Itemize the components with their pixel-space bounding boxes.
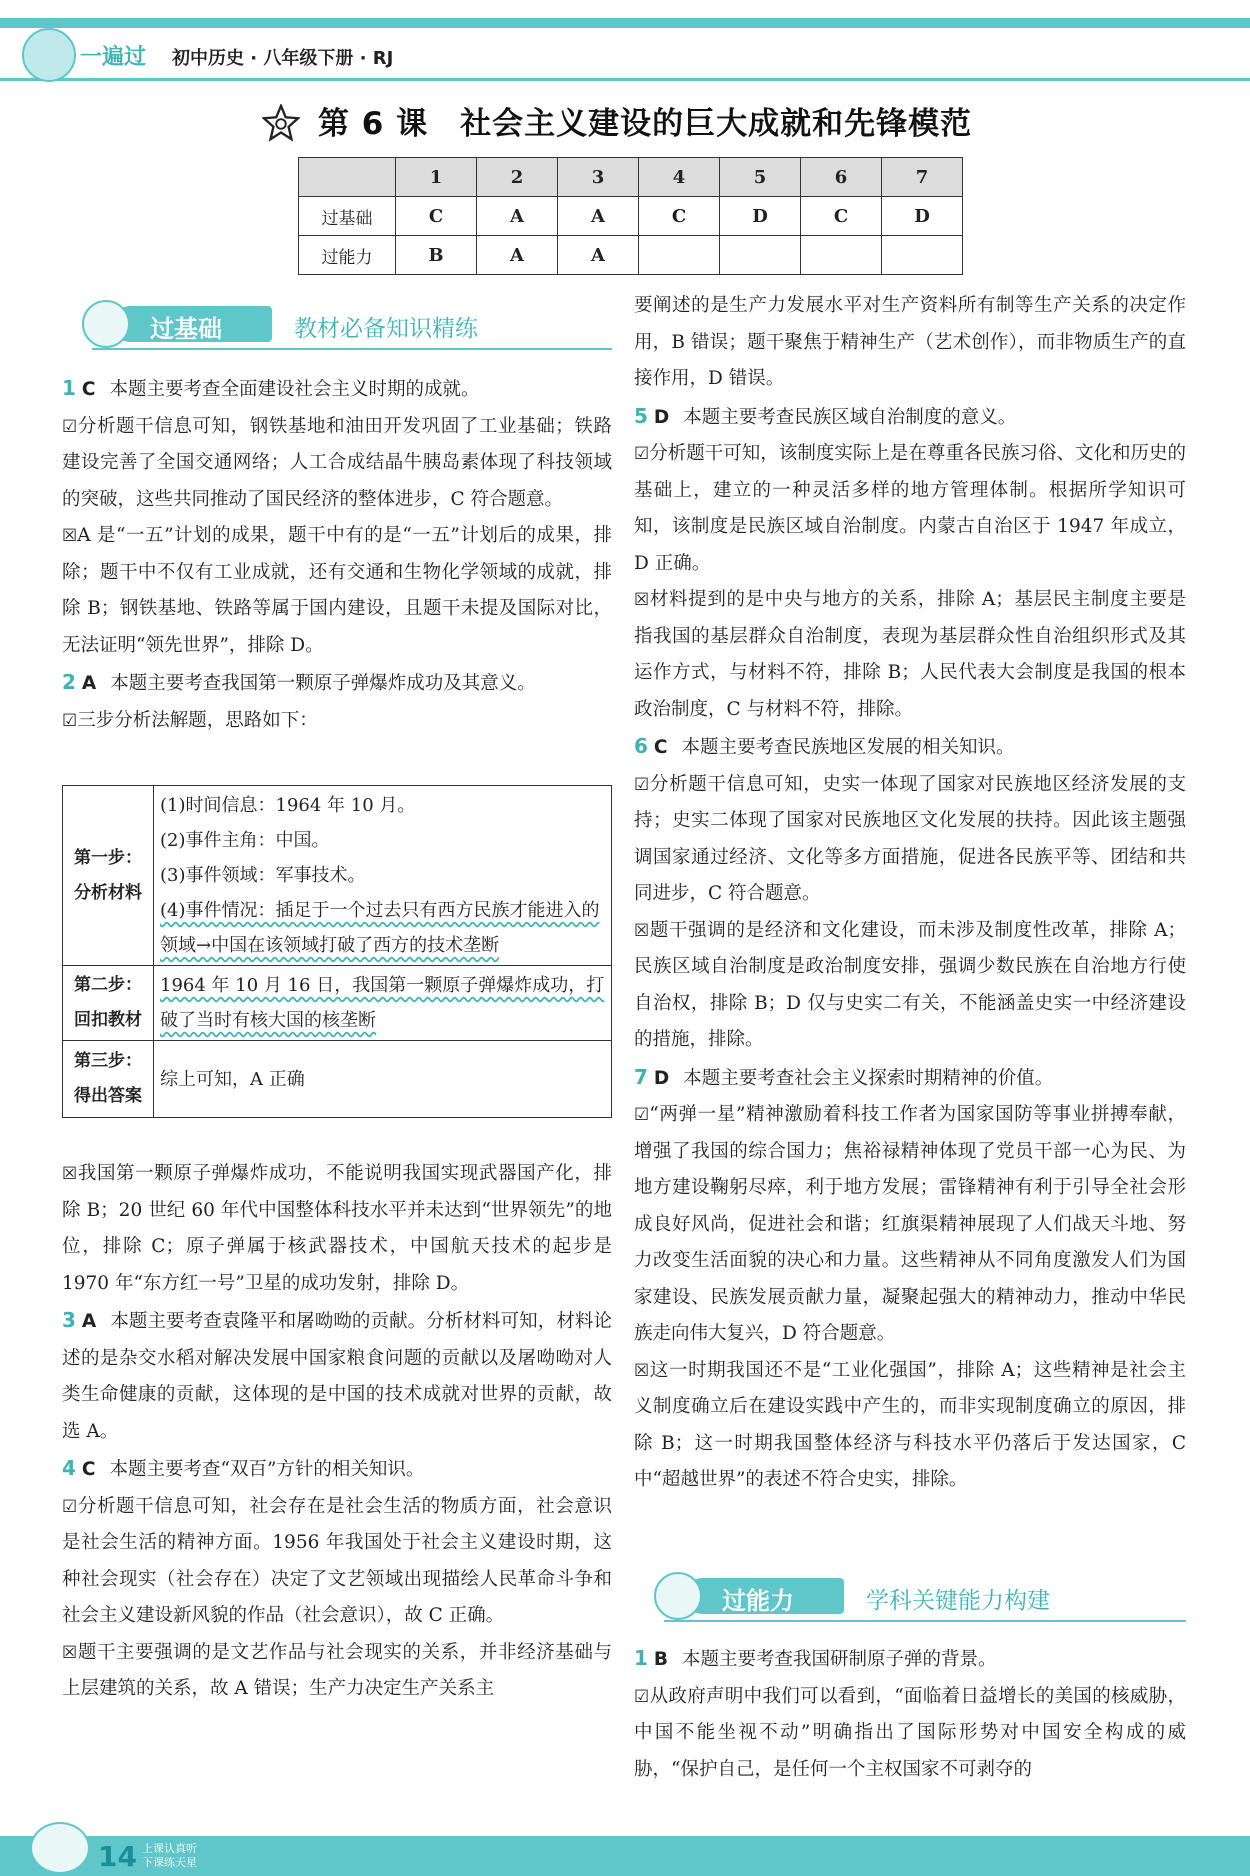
question-2: [62, 664, 612, 703]
right-column-top: [634, 288, 1186, 1499]
cross-box-icon: ☒: [62, 1164, 78, 1184]
header-stripe: [0, 18, 1250, 28]
step-label-line: 回扣教材: [74, 1010, 142, 1030]
cross-box-icon: ☒: [62, 1642, 78, 1663]
checkbox-icon: ☑: [634, 1686, 650, 1707]
analysis-text: 分析题干信息可知，史实一体现了国家对民族地区经济发展的支持；史实二体现了国家对民族地区文化发展的扶持。因此该主题强调国家通过经济、文化等多方面措施，促进各民族平等、团结和共同进步，C 符合题意。: [634, 773, 1186, 904]
table-row: [299, 236, 963, 275]
analysis-text: 分析题干可知，该制度实际上是在尊重各民族习俗、文化和历史的基础上，建立的一种灵活多样的地方管理体制。根据所学知识可知，该制度是民族区域自治制度。内蒙古自治区于 1947 年成立，D 正确。: [634, 443, 1186, 574]
step-label-line: 分析材料: [74, 882, 142, 903]
method-text: 三步分析法解题，思路如下：: [77, 709, 318, 731]
answer-cell: A: [558, 197, 639, 236]
answer-cell: D: [720, 197, 801, 236]
mascot-logo-icon: [22, 28, 76, 82]
question-number: 6: [634, 734, 648, 758]
step-label-line: 第二步：: [74, 975, 142, 995]
question-stem: 本题主要考查民族区域自治制度的意义。: [683, 406, 1017, 428]
step-row: [63, 966, 612, 1041]
question-answer: A: [81, 673, 97, 694]
question-stem: 本题主要考查“双百”方针的相关知识。: [109, 1459, 425, 1480]
answer-cell: C: [396, 197, 477, 236]
answer-cell: A: [477, 197, 558, 236]
brand-name: 一遍过: [80, 45, 147, 70]
exclude-para: [634, 1353, 1186, 1499]
answer-cell: A: [558, 236, 639, 275]
question-7: [634, 1059, 1186, 1098]
analysis-para: [634, 1097, 1186, 1353]
row-label: 过能力: [299, 236, 396, 275]
step-line: (4)事件情况：插足于一个过去只有西方民族才能进入的领域→中国在该领域打破了西方的技术垄断: [160, 900, 600, 956]
answer-cell: C: [639, 197, 720, 236]
step-label-line: 第三步：: [74, 1051, 142, 1071]
question-number: 4: [62, 1456, 76, 1480]
analysis-para: [62, 1489, 612, 1635]
exclude-para: [634, 582, 1186, 728]
answer-cell: [801, 236, 882, 275]
col-header: 1: [396, 158, 477, 197]
exclude-text: 这一时期我国还不是“工业化强国”，排除 A；这些精神是社会主义制度确立后在建设实践中产生的，而非实现制度确立的原因，排除 B；这一时期我国整体经济与科技水平仍落后于发达国家，C 中“超越世界”的表述不符合史实，排除。: [634, 1359, 1186, 1490]
step-label: [63, 966, 154, 1041]
cross-box-icon: ☒: [634, 1360, 650, 1381]
question-answer: C: [81, 379, 96, 400]
col-header: 3: [558, 158, 639, 197]
header-underline: [0, 78, 1250, 81]
question-answer: D: [653, 406, 670, 428]
question-stem: 本题主要考查民族地区发展的相关知识。: [681, 737, 1015, 758]
answer-table: [298, 157, 963, 275]
question-stem: 本题主要考查社会主义探索时期精神的价值。: [683, 1067, 1054, 1089]
question-5: [634, 398, 1186, 437]
checkbox-icon: ☑: [62, 1496, 78, 1517]
exclude-para: [634, 913, 1186, 1059]
analysis-para: [634, 1679, 1186, 1789]
table-corner: [299, 158, 396, 197]
row-label: 过基础: [299, 197, 396, 236]
question-1: [62, 370, 612, 409]
section-subtitle: 学科关键能力构建: [866, 1588, 1050, 1614]
table-row: [299, 197, 963, 236]
mascot-icon: [654, 1572, 702, 1620]
section-basic-header: [62, 300, 612, 346]
answer-cell: [639, 236, 720, 275]
cross-box-icon: ☒: [62, 526, 78, 546]
analysis-para: [62, 409, 612, 519]
checkbox-icon: ☑: [62, 416, 78, 437]
exclude-text: 题干主要强调的是文艺作品与社会现实的关系，并非经济基础与上层建筑的关系，故 A 错误；生产力决定生产关系主: [62, 1641, 612, 1699]
answer-cell: C: [801, 197, 882, 236]
question-6: [634, 728, 1186, 767]
step-line: (3)事件领域：军事技术。: [160, 865, 366, 886]
three-step-table: [62, 785, 612, 1118]
exclude-text: 材料提到的是中央与地方的关系，排除 A；基层民主制度主要是指我国的基层群众自治制度，表现为基层群众性自治组织形式及其运作方式，与材料不符，排除 B；人民代表大会制度是我国的根本政治制度，C 与材料不符，排除。: [634, 589, 1186, 720]
question-number: 7: [634, 1064, 648, 1089]
mascot-icon: [30, 1822, 90, 1874]
continued-para: 要阐述的是生产力发展水平对生产资料所有制等生产关系的决定作用，B 错误；题干聚焦于精神生产（艺术创作），而非物质生产的直接作用，D 错误。: [634, 295, 1186, 389]
step-label: [63, 1041, 154, 1118]
checkbox-icon: ☑: [62, 710, 78, 731]
answer-cell: A: [477, 236, 558, 275]
question-answer: A: [81, 1311, 97, 1332]
step-row: [63, 1041, 612, 1118]
section-ability-header: [634, 1572, 1186, 1618]
left-column-top: [62, 370, 612, 739]
col-header: 7: [882, 158, 963, 197]
section-subtitle: 教材必备知识精练: [294, 316, 478, 342]
exclude-para: [62, 518, 612, 664]
question-number: 5: [634, 403, 648, 428]
question-stem: 本题主要考查全面建设社会主义时期的成就。: [109, 379, 480, 400]
cross-box-icon: ☒: [634, 920, 650, 941]
checkbox-icon: ☑: [634, 774, 650, 795]
answer-table-header: [299, 158, 963, 197]
question-answer: B: [653, 1649, 669, 1670]
answer-cell: D: [882, 197, 963, 236]
step-label: [63, 786, 154, 966]
question-number: 3: [62, 1308, 76, 1332]
question-stem: 本题主要考查袁隆平和屠呦呦的贡献。分析材料可知，材料论述的是杂交水稻对解决发展中国家粮食问题的贡献以及屠呦呦对人类生命健康的贡献，这体现的是中国的技术成就对世界的贡献，故选 A。: [62, 1311, 612, 1442]
page-number: 14: [98, 1840, 137, 1873]
step-content: 1964 年 10 月 16 日，我国第一颗原子弹爆炸成功，打破了当时有核大国的核垄断: [154, 966, 612, 1041]
answer-cell: B: [396, 236, 477, 275]
right-column-bottom: [634, 1640, 1186, 1788]
ability-question-1: [634, 1640, 1186, 1679]
section-divider: [92, 348, 612, 350]
step-content: 综上可知，A 正确: [154, 1041, 612, 1118]
question-number: 1: [62, 376, 76, 400]
step-line: (2)事件主角：中国。: [160, 830, 330, 851]
step-content: [154, 786, 612, 966]
checkbox-icon: ☑: [634, 444, 650, 464]
left-column-bottom: [62, 1156, 612, 1708]
col-header: 6: [801, 158, 882, 197]
section-label: 过能力: [722, 1587, 794, 1615]
section-label: 过基础: [150, 315, 222, 343]
question-number: 2: [62, 670, 76, 694]
analysis-text: 从政府声明中我们可以看到，“面临着日益增长的美国的核威胁，中国不能坐视不动”明确指出了国际形势对中国安全构成的威胁，“保护自己，是任何一个主权国家不可剥夺的: [634, 1685, 1186, 1780]
question-number: 1: [634, 1646, 648, 1670]
analysis-para: [634, 767, 1186, 913]
analysis-text: “两弹一星”精神激励着科技工作者为国家国防等事业拼搏奉献，增强了我国的综合国力；焦裕禄精神体现了党员干部一心为民、为地方建设鞠躬尽瘁，利于地方发展；雷锋精神有利于引导全社会形成良好风尚，促进社会和谐；红旗渠精神展现了人们战天斗地、努力改变生活面貌的决心和力量。这些精神从不同角度激发人们为国家建设、民族发展贡献力量，凝聚起强大的精神动力，推动中华民族走向伟大复兴，D 符合题意。: [634, 1104, 1186, 1344]
col-header: 2: [477, 158, 558, 197]
exclude-para: [62, 1635, 612, 1708]
step-line: (1)时间信息：1964 年 10 月。: [160, 795, 416, 816]
question-answer: D: [653, 1067, 670, 1089]
question-answer: C: [653, 737, 668, 758]
method-para: [62, 703, 612, 740]
lesson-title: 第 6 课 社会主义建设的巨大成就和先锋模范: [318, 106, 973, 142]
question-4: [62, 1450, 612, 1489]
checkbox-icon: ☑: [634, 1105, 650, 1125]
analysis-text: 分析题干信息可知，社会存在是社会生活的物质方面，社会意识是社会生活的精神方面。1956 年我国处于社会主义建设时期，这种社会现实（社会存在）决定了文艺领域出现描绘人民革命斗争和社会主义建设新风貌的作品（社会意识），故 C 正确。: [62, 1495, 612, 1626]
star-badge-icon: [262, 104, 300, 142]
cross-box-icon: ☒: [634, 590, 650, 610]
step-label-line: 第一步：: [74, 847, 142, 868]
question-answer: C: [81, 1459, 96, 1480]
section-divider: [664, 1620, 1186, 1622]
step-label-line: 得出答案: [74, 1086, 142, 1106]
answer-cell: [882, 236, 963, 275]
col-header: 5: [720, 158, 801, 197]
mascot-icon: [82, 300, 130, 348]
question-stem: 本题主要考查我国研制原子弹的背景。: [682, 1649, 997, 1670]
analysis-text: 分析题干信息可知，钢铁基地和油田开发巩固了工业基础；铁路建设完善了全国交通网络；人工合成结晶牛胰岛素体现了科技领域的突破，这些共同推动了国民经济的整体进步，C 符合题意。: [62, 415, 612, 510]
analysis-para: [634, 436, 1186, 582]
footer-slogan: 上课认真听 下课练天星: [142, 1842, 197, 1869]
step-row: [63, 786, 612, 966]
exclude-text: 我国第一颗原子弹爆炸成功，不能说明我国实现武器国产化，排除 B；20 世纪 60 年代中国整体科技水平并未达到“世界领先”的地位，排除 C；原子弹属于核武器技术，中国航天技术的起步是 1970 年“东方红一号”卫星的成功发射，排除 D。: [62, 1163, 612, 1294]
answer-cell: [720, 236, 801, 275]
exclude-para: [62, 1156, 612, 1302]
col-header: 4: [639, 158, 720, 197]
exclude-text: 题干强调的是经济和文化建设，而未涉及制度性改革，排除 A；民族区域自治制度是政治制度安排，强调少数民族在自治地方行使自治权，排除 B；D 仅与史实二有关，不能涵盖史实一中经济建设的措施，排除。: [634, 919, 1186, 1050]
book-subject: 初中历史 · 八年级下册 · RJ: [172, 48, 394, 69]
exclude-text: A 是“一五”计划的成果，题干中有的是“一五”计划后的成果，排除；题干中不仅有工业成就，还有交通和生物化学领域的成就，排除 B；钢铁基地、铁路等属于国内建设，且题干未提及国际对比，无法证明“领先世界”，排除 D。: [62, 525, 612, 656]
question-stem: 本题主要考查我国第一颗原子弹爆炸成功及其意义。: [110, 673, 536, 694]
question-3: [62, 1302, 612, 1450]
